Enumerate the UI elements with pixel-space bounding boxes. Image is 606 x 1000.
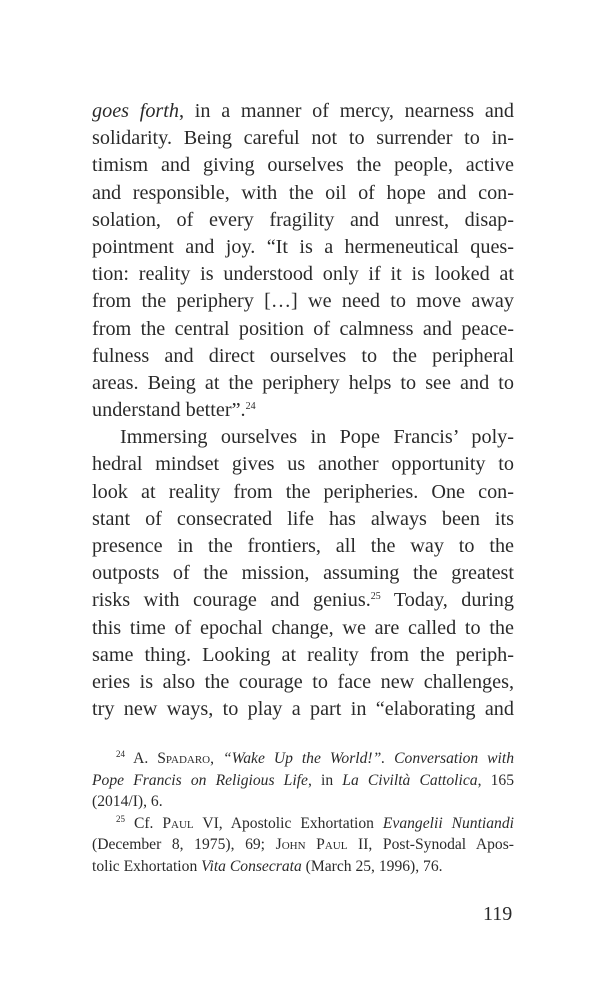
text-line: tion: reality is understood only if it is looked at — [92, 263, 514, 286]
text-line: solidarity. Being careful not to surrender to in- — [92, 127, 514, 150]
text-line: pointment and joy. “It is a hermeneutical ques- — [92, 235, 514, 258]
text-line: from the central position of calmness and peace- — [92, 317, 514, 340]
text-line: from the periphery […] we need to move away — [92, 290, 514, 313]
text-line: goes forth, in a manner of mercy, nearness and — [92, 100, 514, 122]
text-line: risks with courage and genius.$^{25}$ Today, during — [92, 589, 514, 612]
footnote-line: (December 8, 1975), 69; John Paul II, Post-Synodal Apos- — [92, 836, 514, 853]
author-name: John Paul — [275, 836, 348, 853]
footnote-ref-25[interactable]: 25 — [370, 591, 381, 603]
footnote-line: Pope Francis on Religious Life, in La Civiltà Cattolica, 165 — [92, 771, 515, 789]
text-line: understand better”.$^{24}$ — [92, 399, 256, 422]
text-line: fulness and direct ourselves to the peripheral — [92, 344, 514, 367]
footnote-ref-24[interactable]: 24 — [245, 401, 256, 413]
text-line: outposts of the mission, assuming the greatest — [92, 562, 514, 585]
footnote-25 — [92, 813, 514, 878]
footnote-line: $^{24}$ A. Spadaro, “Wake Up the World!”. Conversation with — [116, 749, 514, 767]
text-line: look at reality from the peripheries. One con- — [92, 480, 514, 503]
emphasis: goes forth — [92, 100, 179, 122]
text-line: same thing. Looking at reality from the periph- — [92, 643, 514, 666]
page-number: 119 — [483, 903, 513, 925]
text-line: and responsible, with the oil of hope and con- — [92, 181, 514, 204]
work-title: Evangelii Nuntiandi — [382, 814, 514, 832]
footnote-line: (2014/I), 6. — [92, 793, 163, 810]
footnote-24 — [92, 748, 514, 813]
paragraph-2 — [92, 424, 514, 723]
body-text — [92, 98, 514, 723]
work-title: Pope Francis on Religious Life — [92, 771, 308, 789]
text-line: stant of consecrated life has always been its — [92, 507, 514, 530]
text-line: solation, of every fragility and unrest, disap- — [92, 208, 514, 231]
text-line: areas. Being at the periphery helps to see and to — [92, 371, 514, 394]
footnote-number: 24 — [116, 749, 125, 759]
text-line: timism and giving ourselves the people, active — [92, 154, 514, 177]
book-page — [92, 98, 515, 875]
author-name: Spadaro — [157, 750, 211, 767]
author-name: Paul — [162, 814, 194, 832]
footnote-line: $^{25}$ Cf. Paul VI, Apostolic Exhortation Evangelii Nuntiandi — [116, 813, 514, 832]
work-title: “Wake Up the World!”. Conversation with — [223, 750, 514, 767]
footnotes — [92, 748, 514, 877]
text-line: presence in the frontiers, all the way to the — [92, 535, 514, 557]
text-line: try new ways, to play a part in “elaborating and — [92, 698, 514, 721]
journal-title: La Civiltà Cattolica — [342, 771, 478, 789]
footnote-number: 25 — [116, 813, 125, 824]
work-title: Vita Consecrata — [201, 857, 302, 875]
text-line: hedral mindset gives us another opportunity to — [92, 453, 514, 476]
paragraph-1 — [92, 98, 514, 424]
text-line: this time of epochal change, we are called to the — [92, 616, 514, 639]
text-line: Immersing ourselves in Pope Francis’ poly- — [120, 426, 514, 449]
text-line: eries is also the courage to face new challenges, — [92, 670, 514, 693]
footnote-line: tolic Exhortation Vita Consecrata (March 25, 1996), 76. — [92, 857, 443, 875]
